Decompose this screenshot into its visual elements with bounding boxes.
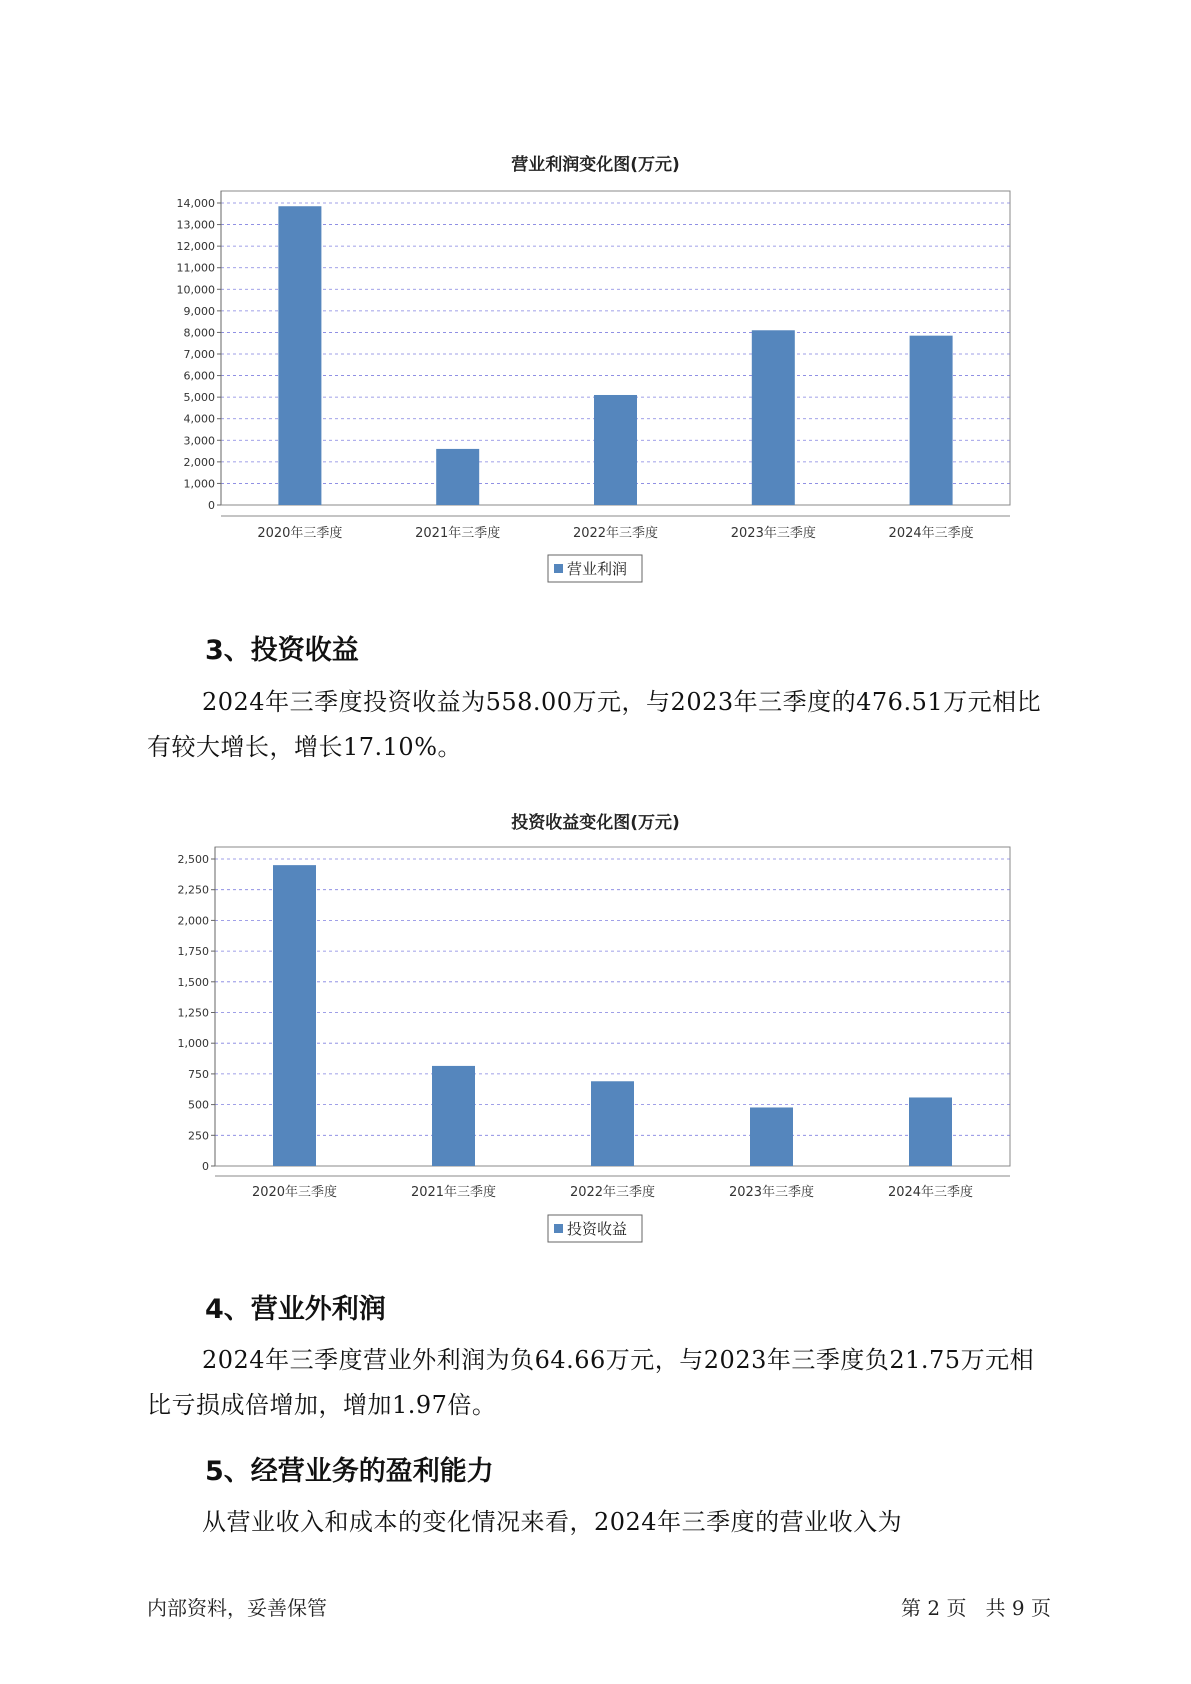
chart-title-investment-income: 投资收益变化图(万元) — [511, 813, 680, 833]
x-tick-label: 2024年三季度 — [888, 526, 974, 541]
bar-2021年三季度 — [436, 449, 479, 505]
y-tick-label: 750 — [188, 1067, 209, 1081]
bar-2023年三季度 — [750, 1107, 793, 1166]
y-tick-label: 2,500 — [177, 853, 209, 866]
y-tick-label: 3,000 — [183, 434, 215, 448]
y-tick-label: 11,000 — [176, 261, 215, 275]
y-tick-label: 5,000 — [183, 391, 215, 405]
footer-page-number: 第 2 页 共 9 页 — [901, 1596, 1051, 1620]
section-heading-operating-profitability: 5、经营业务的盈利能力 — [205, 1456, 494, 1487]
y-tick-label: 0 — [208, 499, 215, 512]
x-tick-label: 2020年三季度 — [251, 1185, 338, 1200]
paragraph-investment-income: 2024年三季度投资收益为558.00万元，与2023年三季度的476.51万元相比有较大增长，增长17.10%。 — [147, 688, 1042, 761]
y-tick-label: 8,000 — [183, 326, 215, 340]
bar-2024年三季度 — [910, 336, 953, 505]
bar-2024年三季度 — [909, 1097, 952, 1166]
chart-title-operating-profit: 营业利润变化图(万元) — [511, 155, 680, 175]
section-heading-non-operating-profit: 4、营业外利润 — [205, 1294, 386, 1325]
y-tick-label: 13,000 — [176, 218, 215, 232]
y-tick-label: 0 — [202, 1160, 209, 1173]
footer-confidential-note: 内部资料，妥善保管 — [147, 1596, 327, 1620]
y-tick-label: 1,000 — [177, 1037, 209, 1051]
bar-2020年三季度 — [273, 865, 316, 1166]
y-tick-label: 1,000 — [183, 477, 215, 491]
bar-2022年三季度 — [591, 1081, 634, 1166]
bar-2020年三季度 — [278, 206, 321, 505]
y-tick-label: 6,000 — [183, 369, 215, 383]
x-tick-label: 2022年三季度 — [569, 1185, 656, 1200]
paragraph-non-operating-profit: 2024年三季度营业外利润为负64.66万元，与2023年三季度负21.75万元相比亏损成倍增加，增加1.97倍。 — [147, 1346, 1035, 1419]
x-tick-label: 2023年三季度 — [728, 1185, 815, 1200]
legend-label: 投资收益 — [567, 1220, 628, 1238]
y-tick-label: 1,250 — [177, 1006, 209, 1020]
y-tick-label: 1,500 — [177, 975, 209, 989]
y-tick-label: 500 — [188, 1098, 209, 1112]
section-heading-investment-income: 3、投资收益 — [205, 635, 359, 666]
bar-2021年三季度 — [432, 1066, 475, 1166]
legend-swatch — [554, 1224, 563, 1233]
x-tick-label: 2023年三季度 — [730, 526, 816, 541]
y-tick-label: 12,000 — [176, 240, 215, 254]
legend-swatch — [554, 564, 563, 573]
paragraph-operating-profitability: 从营业收入和成本的变化情况来看，2024年三季度的营业收入为 — [202, 1508, 903, 1536]
bar-2022年三季度 — [594, 395, 637, 505]
y-tick-label: 7,000 — [183, 348, 215, 361]
y-tick-label: 2,250 — [177, 883, 209, 897]
y-tick-label: 10,000 — [176, 283, 215, 297]
x-tick-label: 2020年三季度 — [257, 526, 343, 541]
investment-income-chart — [0, 830, 1191, 1250]
y-tick-label: 1,750 — [177, 945, 209, 959]
y-tick-label: 2,000 — [183, 455, 215, 469]
operating-profit-chart — [0, 170, 1191, 590]
x-tick-label: 2022年三季度 — [572, 526, 659, 541]
x-tick-label: 2021年三季度 — [410, 1185, 497, 1200]
x-tick-label: 2024年三季度 — [887, 1185, 974, 1200]
y-tick-label: 9,000 — [183, 304, 215, 318]
bar-2023年三季度 — [752, 330, 795, 505]
x-tick-label: 2021年三季度 — [415, 526, 501, 541]
y-tick-label: 4,000 — [183, 412, 215, 426]
y-tick-label: 2,000 — [177, 914, 209, 928]
legend-label: 营业利润 — [567, 560, 628, 578]
y-tick-label: 14,000 — [176, 197, 215, 210]
y-tick-label: 250 — [188, 1129, 209, 1143]
